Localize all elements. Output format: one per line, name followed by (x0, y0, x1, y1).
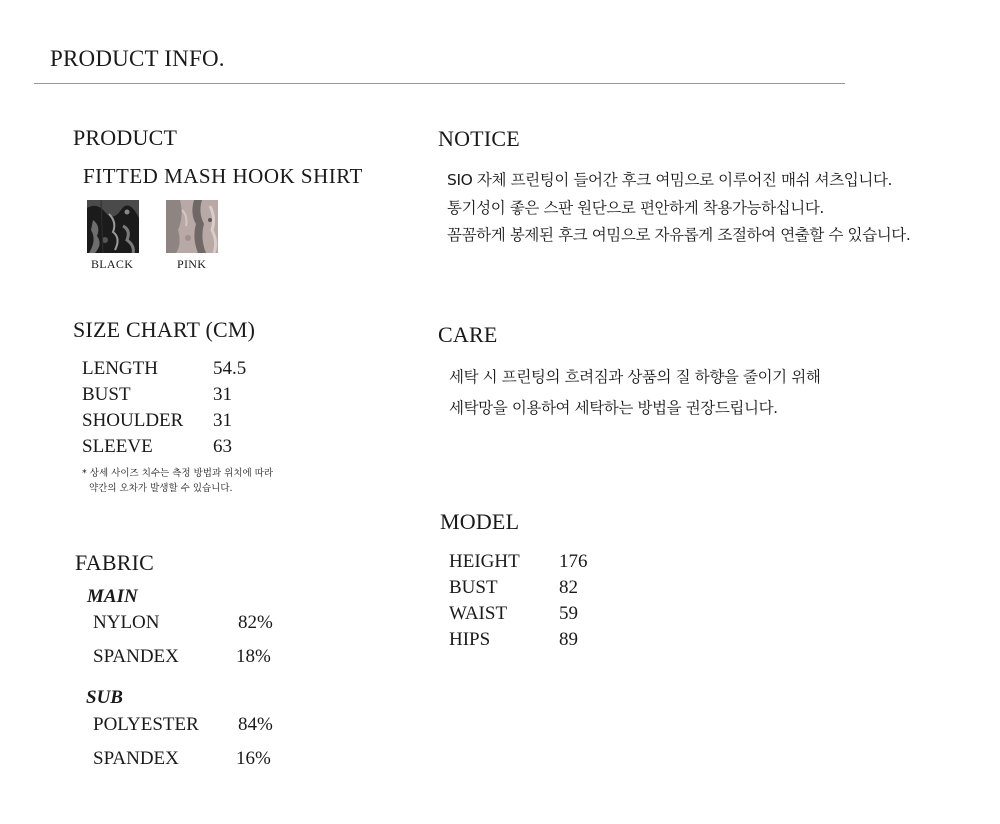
notice-line: 꼼꼼하게 봉제된 후크 여밈으로 자유롭게 조절하여 연출할 수 있습니다. (447, 226, 911, 244)
fabric-material: POLYESTER (93, 714, 199, 735)
size-chart-heading: SIZE CHART (CM) (73, 317, 256, 342)
product-heading: PRODUCT (73, 125, 178, 150)
title-divider (34, 83, 845, 84)
size-value: 31 (213, 410, 232, 431)
care-line: 세탁망을 이용하여 세탁하는 방법을 권장드립니다. (449, 399, 778, 417)
notice-line: SIO 자체 프린팅이 들어간 후크 여밈으로 이루어진 매쉬 셔츠입니다. (447, 171, 893, 189)
model-label: HIPS (449, 629, 491, 650)
black-fabric-swatch[interactable] (87, 200, 139, 253)
size-value: 54.5 (213, 358, 247, 379)
model-value: 89 (559, 629, 578, 650)
fabric-heading: FABRIC (75, 550, 155, 575)
care-heading: CARE (438, 322, 498, 347)
fabric-material: NYLON (93, 612, 160, 633)
size-note-line: 약간의 오차가 발생할 수 있습니다. (89, 483, 233, 494)
color-label-pink: PINK (177, 257, 207, 271)
color-label-black: BLACK (91, 257, 134, 271)
fabric-main-label: MAIN (87, 586, 138, 607)
model-heading: MODEL (440, 509, 520, 534)
model-label: WAIST (449, 603, 508, 624)
notice-heading: NOTICE (438, 126, 520, 151)
fabric-percent: 84% (238, 714, 273, 735)
page-title: PRODUCT INFO. (50, 46, 225, 71)
size-label: SLEEVE (82, 436, 153, 457)
fabric-sub-label: SUB (86, 687, 123, 708)
model-value: 176 (559, 551, 588, 572)
care-line: 세탁 시 프린팅의 흐려짐과 상품의 질 하향을 줄이기 위해 (449, 368, 821, 386)
product-name: FITTED MASH HOOK SHIRT (83, 164, 363, 188)
size-label: LENGTH (82, 358, 158, 379)
model-value: 59 (559, 603, 578, 624)
size-note-line: * 상세 사이즈 치수는 측정 방법과 위치에 따라 (82, 468, 274, 479)
size-label: SHOULDER (82, 410, 184, 431)
pink-fabric-swatch[interactable] (166, 200, 218, 253)
fabric-percent: 16% (236, 748, 271, 769)
model-label: HEIGHT (449, 551, 520, 572)
size-note (82, 466, 273, 496)
notice-line: 통기성이 좋은 스판 원단으로 편안하게 착용가능하십니다. (447, 199, 824, 217)
model-value: 82 (559, 577, 578, 598)
fabric-percent: 18% (236, 646, 271, 667)
model-label: BUST (449, 577, 498, 598)
fabric-percent: 82% (238, 612, 273, 633)
fabric-material: SPANDEX (93, 646, 179, 667)
fabric-material: SPANDEX (93, 748, 179, 769)
size-label: BUST (82, 384, 131, 405)
size-value: 63 (213, 436, 232, 457)
size-value: 31 (213, 384, 232, 405)
